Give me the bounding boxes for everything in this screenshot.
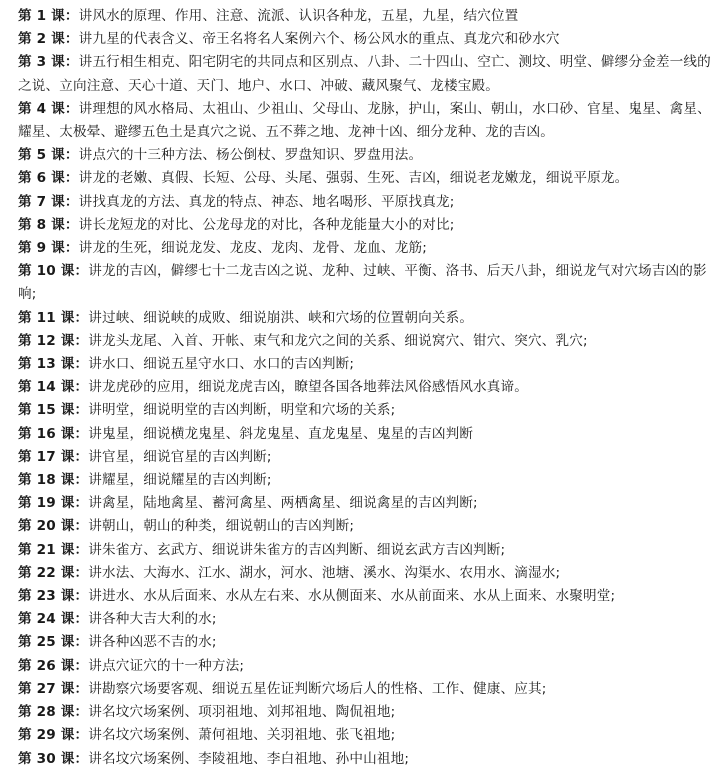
- lesson-text: 讲进水、水从后面来、水从左右来、水从侧面来、水从前面来、水从上面来、水聚明堂;: [88, 588, 616, 605]
- colon: ：: [64, 193, 79, 210]
- lesson-number: 第 10 课: [18, 263, 75, 280]
- lesson-text: 讲龙的生死，细说龙发、龙皮、龙肉、龙骨、龙血、龙筋;: [78, 240, 427, 257]
- lesson-number: 第 28 课: [18, 704, 75, 721]
- lesson-item: [18, 307, 714, 330]
- lesson-item: [18, 376, 714, 399]
- colon: ：: [74, 356, 89, 373]
- lesson-item: [18, 51, 714, 97]
- lesson-text: 讲水法、大海水、江水、湖水，河水、池塘、溪水、沟渠水、农用水、滴湿水;: [88, 564, 561, 581]
- lesson-item: [18, 748, 714, 771]
- lesson-number: 第 29 课: [18, 727, 75, 744]
- colon: ：: [74, 704, 89, 721]
- colon: ：: [74, 564, 89, 581]
- lesson-number: 第 18 课: [18, 472, 75, 489]
- lesson-text: 讲九星的代表含义、帝王名将名人案例六个、杨公风水的重点、真龙穴和砂水穴: [78, 31, 560, 48]
- lesson-item: [18, 515, 714, 538]
- lesson-text: 讲各种大吉大利的水;: [88, 611, 217, 628]
- lesson-number: 第 17 课: [18, 448, 75, 465]
- lesson-text: 讲风水的原理、作用、注意、流派、认识各种龙，五星，九星，结穴位置: [78, 8, 519, 24]
- lesson-number: 第 19 课: [18, 495, 75, 512]
- colon: ：: [74, 750, 89, 767]
- lesson-text: 讲龙的老嫩、真假、长短、公母、头尾、强弱、生死、吉凶，细说老龙嫩龙，细说平原龙。: [78, 170, 629, 187]
- colon: ：: [74, 309, 89, 326]
- colon: ：: [74, 727, 89, 744]
- lesson-item: [18, 423, 714, 446]
- lesson-number: 第 5 课: [18, 147, 65, 164]
- lesson-number: 第 1 课: [18, 8, 65, 24]
- lesson-item: [18, 446, 714, 469]
- lesson-item: [18, 167, 714, 190]
- lesson-text: 讲朝山，朝山的种类，细说朝山的吉凶判断;: [88, 518, 355, 535]
- lesson-number: 第 7 课: [18, 193, 65, 210]
- lesson-text: 讲找真龙的方法、真龙的特点、神态、地名喝形、平原找真龙;: [78, 193, 455, 210]
- lesson-number: 第 13 课: [18, 356, 75, 373]
- lesson-text: 讲点穴证穴的十一种方法;: [88, 657, 245, 674]
- lesson-number: 第 21 课: [18, 541, 75, 558]
- colon: ：: [74, 518, 89, 535]
- lesson-text: 讲龙虎砂的应用，细说龙虎吉凶，瞭望各国各地葬法风俗感悟风水真谛。: [88, 379, 529, 396]
- lesson-item: [18, 678, 714, 701]
- colon: ：: [74, 425, 89, 442]
- lesson-item: [18, 260, 714, 306]
- lesson-item: [18, 469, 714, 492]
- lesson-number: 第 8 课: [18, 216, 65, 233]
- lesson-number: 第 12 课: [18, 332, 75, 349]
- lesson-number: 第 27 课: [18, 680, 75, 697]
- colon: ：: [64, 240, 79, 257]
- lesson-number: 第 30 课: [18, 750, 75, 767]
- lesson-number: 第 25 课: [18, 634, 75, 651]
- lesson-number: 第 11 课: [18, 309, 75, 326]
- lesson-text: 讲朱雀方、玄武方、细说讲朱雀方的吉凶判断、细说玄武方吉凶判断;: [88, 541, 506, 558]
- colon: ：: [74, 495, 89, 512]
- lesson-number: 第 6 课: [18, 170, 65, 187]
- colon: ：: [74, 379, 89, 396]
- colon: ：: [74, 332, 89, 349]
- lesson-number: 第 22 课: [18, 564, 75, 581]
- lesson-item: [18, 237, 714, 260]
- lesson-item: [18, 98, 714, 144]
- lesson-text: 讲水口、细说五星守水口、水口的吉凶判断;: [88, 356, 355, 373]
- colon: ：: [64, 170, 79, 187]
- lesson-number: 第 2 课: [18, 31, 65, 48]
- lesson-text: 讲鬼星，细说横龙鬼星、斜龙鬼星、直龙鬼星、鬼星的吉凶判断: [88, 425, 474, 442]
- lesson-item: [18, 5, 714, 28]
- lesson-text: 讲龙的吉凶，僻缪七十二龙吉凶之说、龙种、过峡、平衡、洛书、后天八卦，细说龙气对穴场吉凶的影响;: [18, 263, 707, 303]
- lesson-item: [18, 631, 714, 654]
- lesson-item: [18, 608, 714, 631]
- lesson-item: [18, 562, 714, 585]
- colon: ：: [74, 541, 89, 558]
- lesson-item: [18, 353, 714, 376]
- lesson-text: 讲龙头龙尾、入首、开帐、束气和龙穴之间的关系、细说窝穴、钳穴、突穴、乳穴;: [88, 332, 588, 349]
- lesson-text: 讲长龙短龙的对比、公龙母龙的对比，各种龙能量大小的对比;: [78, 216, 455, 233]
- colon: ：: [64, 8, 79, 24]
- colon: ：: [64, 100, 79, 117]
- lesson-number: 第 26 课: [18, 657, 75, 674]
- colon: ：: [64, 31, 79, 48]
- lesson-text: 讲勘察穴场要客观、细说五星佐证判断穴场后人的性格、工作、健康、应其;: [88, 680, 547, 697]
- lesson-text: 讲名坟穴场案例、萧何祖地、关羽祖地、张飞祖地;: [88, 727, 396, 744]
- colon: ：: [74, 680, 89, 697]
- lesson-text: 讲禽星，陆地禽星、蓄河禽星、两栖禽星、细说禽星的吉凶判断;: [88, 495, 478, 512]
- lesson-text: 讲名坟穴场案例、项羽祖地、刘邦祖地、陶侃祖地;: [88, 704, 396, 721]
- lesson-text: 讲理想的风水格局、太祖山、少祖山、父母山、龙脉，护山，案山、朝山，水口砂、官星、鬼星、禽星、耀星、太极晕、避缪五色土是真穴之说、五不葬之地、龙神十凶、细分龙种、龙的吉凶。: [18, 100, 711, 141]
- lesson-number: 第 23 课: [18, 588, 75, 605]
- lesson-item: [18, 585, 714, 608]
- lesson-number: 第 20 课: [18, 518, 75, 535]
- lesson-item: [18, 144, 714, 167]
- colon: ：: [64, 147, 79, 164]
- lesson-item: [18, 724, 714, 747]
- lesson-text: 讲官星，细说官星的吉凶判断;: [88, 448, 272, 465]
- lesson-item: [18, 191, 714, 214]
- lesson-number: 第 3 课: [18, 54, 65, 71]
- colon: ：: [74, 402, 89, 419]
- colon: ：: [74, 472, 89, 489]
- lesson-text: 讲各种凶恶不吉的水;: [88, 634, 217, 651]
- lesson-number: 第 15 课: [18, 402, 75, 419]
- colon: ：: [74, 263, 89, 280]
- colon: ：: [64, 216, 79, 233]
- lesson-item: [18, 28, 714, 51]
- lesson-number: 第 24 课: [18, 611, 75, 628]
- lesson-item: [18, 492, 714, 515]
- lesson-number: 第 16 课: [18, 425, 75, 442]
- colon: ：: [74, 657, 89, 674]
- colon: ：: [74, 448, 89, 465]
- lesson-item: [18, 330, 714, 353]
- colon: ：: [64, 54, 79, 71]
- colon: ：: [74, 611, 89, 628]
- lesson-text: 讲过峡、细说峡的成败、细说崩洪、峡和穴场的位置朝向关系。: [88, 309, 474, 326]
- lesson-item: [18, 214, 714, 237]
- lesson-number: 第 14 课: [18, 379, 75, 396]
- lesson-item: [18, 539, 714, 562]
- lesson-item: [18, 399, 714, 422]
- lesson-number: 第 9 课: [18, 240, 65, 257]
- colon: ：: [74, 634, 89, 651]
- lesson-item: [18, 701, 714, 724]
- lesson-text: 讲名坟穴场案例、李陵祖地、李白祖地、孙中山祖地;: [88, 750, 410, 767]
- lesson-text: 讲明堂，细说明堂的吉凶判断，明堂和穴场的关系;: [88, 402, 396, 419]
- lesson-number: 第 4 课: [18, 100, 65, 117]
- lesson-text: 讲耀星，细说耀星的吉凶判断;: [88, 472, 272, 489]
- colon: ：: [74, 588, 89, 605]
- lesson-item: [18, 655, 714, 678]
- lesson-text: 讲点穴的十三种方法、杨公倒杖、罗盘知识、罗盘用法。: [78, 147, 423, 164]
- lesson-text: 讲五行相生相克、阳宅阴宅的共同点和区别点、八卦、二十四山、空亡、测坟、明堂、僻缪分金差一线的之说、立向注意、天心十道、天门、地户、水口、冲破、藏风聚气、龙楼宝殿。: [18, 54, 711, 94]
